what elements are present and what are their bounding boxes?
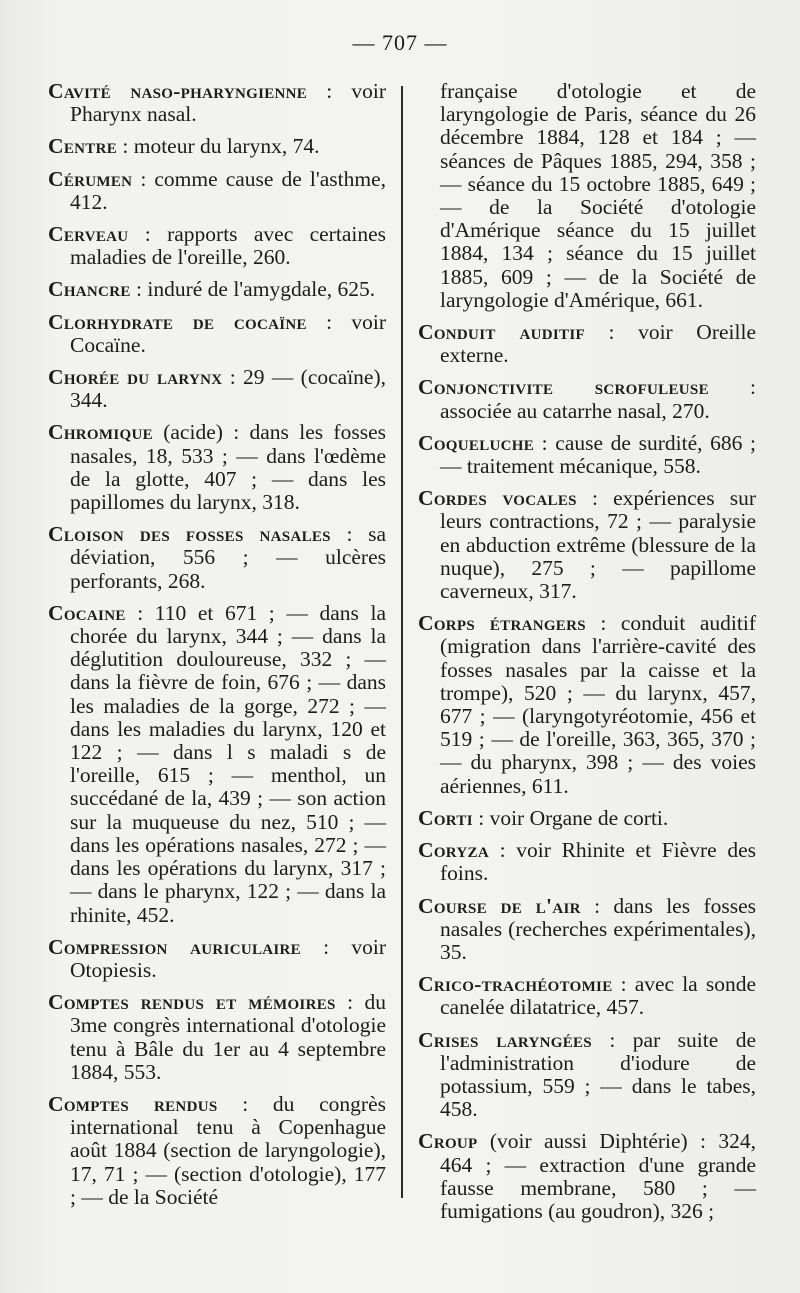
- index-headword: Cordes vocales: [418, 486, 577, 511]
- index-text: : du congrès international tenu à Copenhague août 1884 (section de laryngologie), 17, 71 ; — (section d'otologie), 177 ; — de la Société: [70, 1091, 386, 1209]
- page-number: — 707 —: [352, 30, 448, 55]
- index-text: : 29 — (cocaïne), 344.: [70, 365, 386, 413]
- index-headword: Cavité naso-pharyngienne: [48, 79, 308, 103]
- index-headword: Conduit auditif: [418, 320, 585, 345]
- index-headword: Cérumen: [48, 166, 133, 191]
- index-text: : voir Organe de corti.: [472, 805, 669, 830]
- index-text: française d'otologie et de laryngologie de Paris, séance du 26 décembre 1884, 128 et 184 ; — séances de Pâques 1885, 294, 358 ; — séance du 15 octobre 1885, 649 ; — de la Société d'otologie d'Amérique séance du 15 juillet 1884, 134 ; séance du 15 juillet 1885, 609 ; — de la Société de laryngologie d'Amérique, 661.: [440, 79, 756, 312]
- index-entry: [48, 421, 386, 514]
- index-text: : par suite de l'administration d'iodure de potassium, 559 ; — dans le tabes, 458.: [440, 1027, 757, 1122]
- index-text: : du 3me congrès international d'otologie tenu à Bâle du 1er au 4 septembre 1884, 553.: [70, 990, 386, 1084]
- index-headword: Corps étrangers: [418, 611, 586, 636]
- index-text: : 110 et 671 ; — dans la chorée du larynx, 344 ; — dans la déglutition douloureuse, 332 ; — dans la fièvre de foin, 676 ; — dans les maladies de la gorge, 272 ; — dans les maladies du larynx, 120 et 122 ; — dans l s maladi s de l'oreille, 615 ; — menthol, un succédané de la, 439 ; — son action sur la muqueuse du nez, 510 ; — dans les opérations nasales, 272 ; — dans les opérations du larynx, 317 ; — dans le pharynx, 122 ; — dans la rhinite, 452.: [70, 600, 386, 927]
- index-headword: Coqueluche: [418, 430, 535, 455]
- index-text: : voir Cocaïne.: [70, 309, 386, 357]
- index-text: : rapports avec certaines maladies de l'oreille, 260.: [70, 222, 386, 270]
- column-divider: [401, 86, 403, 1198]
- index-text: : induré de l'amygdale, 625.: [130, 277, 376, 302]
- index-entry: [48, 168, 386, 214]
- index-text: : conduit auditif (migration dans l'arrière-cavité des fosses nasales par la caisse et la trompe), 520 ; — du larynx, 457, 677 ; — (laryngotyréotomie, 456 et 519 ; — de l'oreille, 363, 365, 370 ; — du pharynx, 398 ; — des voies aériennes, 611.: [440, 611, 756, 798]
- index-text: : voir Otopiesis.: [70, 934, 386, 982]
- index-entry: [418, 1029, 756, 1122]
- index-entry: [48, 278, 386, 301]
- index-headword: Cloison des fosses nasales: [48, 522, 331, 547]
- index-entry: [418, 80, 756, 312]
- index-headword: Chorée du larynx: [48, 365, 223, 390]
- index-entry: [418, 973, 756, 1019]
- index-text: : moteur du larynx, 74.: [117, 134, 320, 159]
- index-headword: Cocaine: [48, 600, 126, 625]
- index-headword: Compression auriculaire: [48, 934, 301, 959]
- index-text: : avec la sonde canelée dilatatrice, 457.: [440, 972, 756, 1020]
- index-entry: [418, 895, 756, 965]
- index-text: : cause de surdité, 686 ; — traitement mécanique, 558.: [440, 430, 756, 479]
- index-entry: [418, 612, 756, 798]
- index-headword: Chancre: [48, 277, 131, 302]
- index-entry: [48, 311, 386, 357]
- index-headword: Crico-trachéotomie: [418, 972, 613, 997]
- index-entry: [418, 1130, 756, 1223]
- index-entry: [48, 991, 386, 1084]
- index-entry: [48, 80, 386, 126]
- index-entry: [418, 321, 756, 367]
- index-headword: Cerveau: [48, 222, 129, 247]
- index-text: : expériences sur leurs contractions, 72 ; — paralysie en abduction extrême (blessure de la nuque), 275 ; — papillome caverneux, 317.: [440, 486, 757, 604]
- right-index-column: [418, 80, 756, 1232]
- index-text: (acide) : dans les fosses nasales, 18, 533 ; — dans l'œdème de la glotte, 407 ; — dans les papillomes du larynx, 318.: [70, 420, 386, 515]
- index-entry: [48, 223, 386, 269]
- index-text: : voir Pharynx nasal.: [70, 79, 387, 127]
- index-entry: [48, 1093, 386, 1209]
- index-entry: [418, 487, 756, 603]
- index-entry: [418, 807, 756, 830]
- index-text: : associée au catarrhe nasal, 270.: [440, 375, 756, 423]
- index-entry: [48, 523, 386, 593]
- index-headword: Clorhydrate de cocaïne: [48, 309, 307, 334]
- index-entry: [48, 135, 386, 158]
- index-headword: Comptes rendus et mémoires: [48, 990, 336, 1015]
- index-headword: Centre: [48, 134, 118, 159]
- index-entry: [48, 366, 386, 412]
- index-headword: Croup: [418, 1129, 478, 1154]
- index-text: : sa déviation, 556 ; — ulcères perforants, 268.: [70, 522, 386, 593]
- index-entry: [418, 376, 756, 422]
- index-entry: [48, 602, 386, 927]
- index-headword: Comptes rendus: [48, 1091, 218, 1116]
- index-text: : comme cause de l'asthme, 412.: [70, 166, 386, 214]
- index-text: : voir Oreille externe.: [440, 320, 756, 368]
- left-index-column: [48, 80, 386, 1218]
- index-headword: Crises laryngées: [418, 1027, 592, 1052]
- index-entry: [418, 839, 756, 885]
- index-headword: Conjonctivite scrofuleuse: [418, 375, 709, 400]
- index-headword: Chromique: [48, 420, 153, 445]
- index-headword: Course de l'air: [418, 893, 581, 918]
- index-headword: Coryza: [418, 838, 489, 863]
- index-text: : dans les fosses nasales (recherches expérimentales), 35.: [440, 893, 756, 964]
- index-text: (voir aussi Diphtérie) : 324, 464 ; — extraction d'une grande fausse membrane, 580 ; — fumigations (au goudron), 326 ;: [440, 1129, 756, 1223]
- index-text: : voir Rhinite et Fièvre des foins.: [440, 838, 756, 886]
- index-entry: [48, 936, 386, 982]
- index-headword: Corti: [418, 805, 473, 830]
- index-entry: [418, 432, 756, 478]
